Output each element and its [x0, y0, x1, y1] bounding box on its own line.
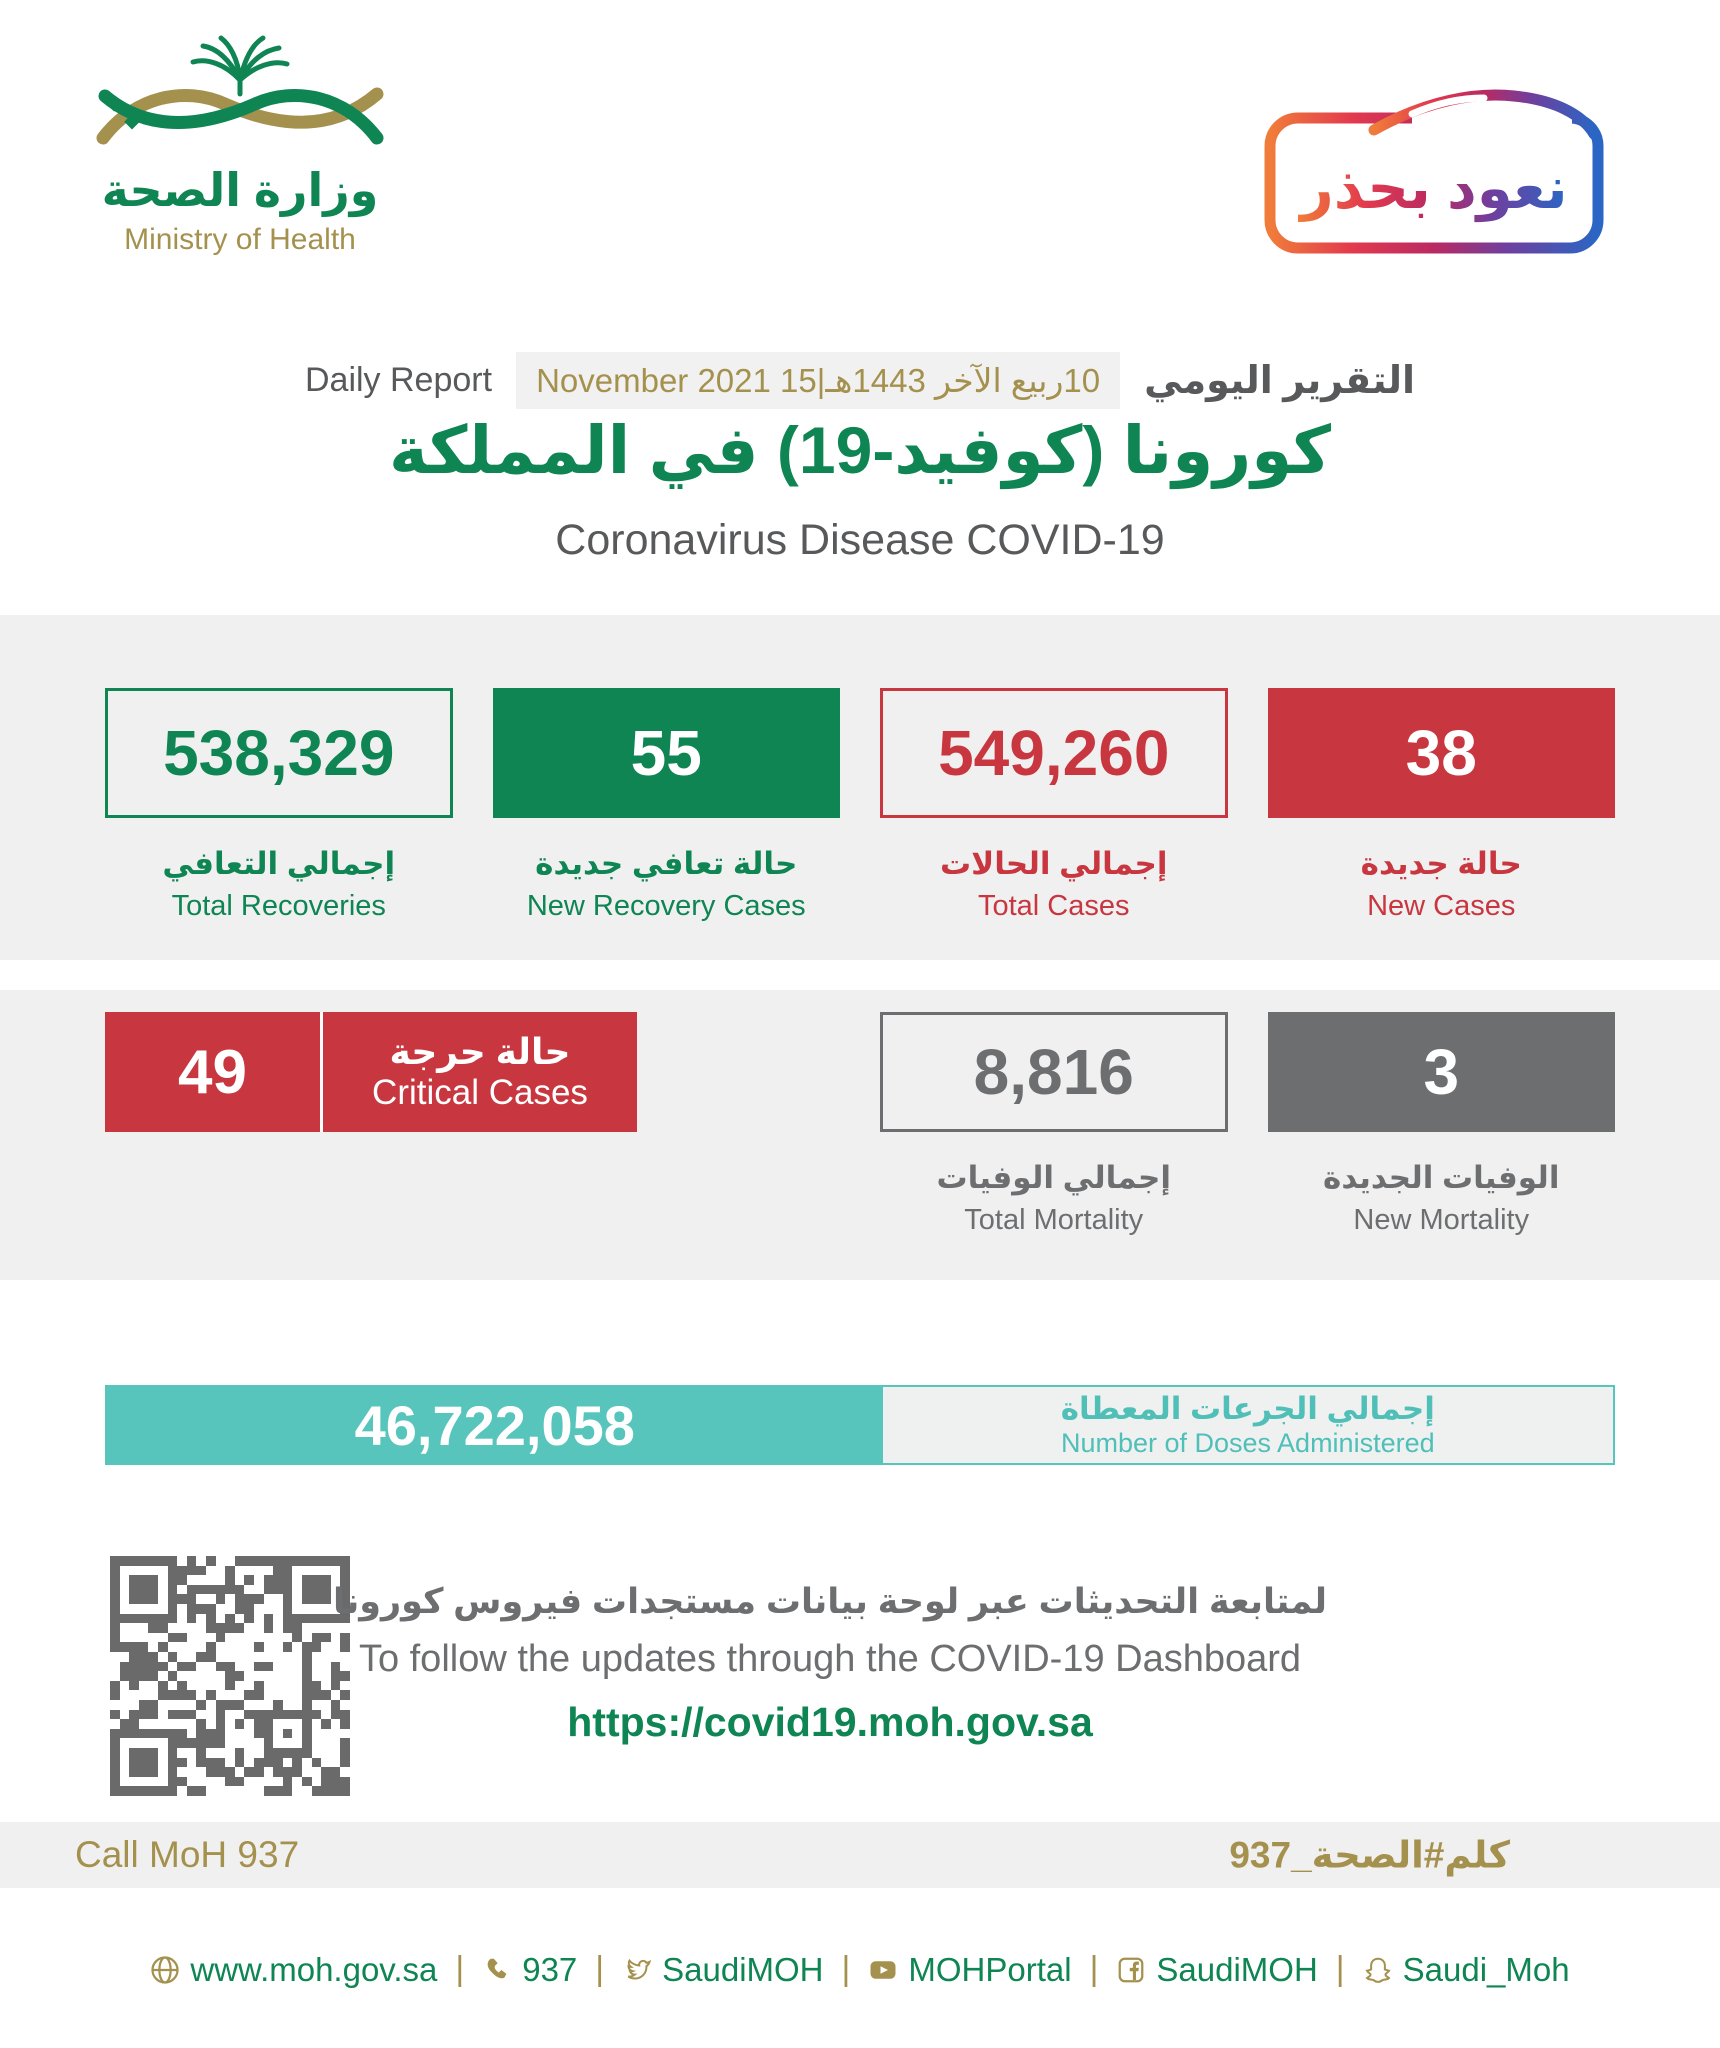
page-title-arabic: كورونا (كوفيد-19) في المملكة [389, 413, 1331, 487]
new-recoveries-label-ar: حالة تعافي جديدة [535, 846, 798, 881]
footer-separator: | [1089, 1950, 1099, 1988]
doses-label-ar: إجمالي الجرعات المعطاة [1060, 1391, 1435, 1427]
footer-phone-label: 937 [522, 1950, 578, 1988]
youtube-icon [868, 1955, 898, 1985]
total-cases-value: 549,260 [880, 688, 1228, 818]
new-cases-label-ar: حالة جديدة [1360, 846, 1522, 881]
stat-new-mortality [1268, 1012, 1616, 1237]
total-recoveries-label-en: Total Recoveries [171, 890, 386, 922]
total-cases-label-en: Total Cases [977, 890, 1130, 922]
doses-label-en: Number of Doses Administered [1060, 1428, 1435, 1459]
total-recoveries-value: 538,329 [105, 688, 453, 818]
return-with-caution-badge [1262, 88, 1607, 258]
new-cases-label-en: New Cases [1367, 890, 1516, 922]
daily-report-arabic: التقرير اليومي [1144, 360, 1416, 402]
critical-cases-label-en: Critical Cases [372, 1072, 588, 1112]
snapchat-icon [1363, 1955, 1393, 1985]
footer-website-label: www.moh.gov.sa [190, 1950, 438, 1988]
new-recoveries-value: 55 [493, 688, 841, 818]
footer-facebook-link[interactable] [1116, 1951, 1317, 1989]
facebook-icon [1116, 1955, 1146, 1985]
report-date: 10ربيع الآخر 1443هـ|15 November 2021 [516, 352, 1120, 409]
daily-report-english: Daily Report [304, 361, 493, 399]
stat-new-cases [1268, 688, 1616, 923]
critical-cases-label-ar: حالة حرجة [389, 1031, 571, 1073]
footer-twitter-label: SaudiMOH [662, 1950, 824, 1988]
dashboard-url-link[interactable]: https://covid19.moh.gov.sa [567, 1699, 1093, 1745]
total-mortality-label-en: Total Mortality [964, 1204, 1144, 1236]
new-cases-value: 38 [1268, 688, 1616, 818]
total-mortality-value: 8,816 [880, 1012, 1228, 1132]
doses-administered-bar [105, 1385, 1615, 1465]
total-cases-label-ar: إجمالي الحالات [940, 846, 1168, 881]
call-moh-arabic: كلم#الصحة_937 [1229, 1834, 1510, 1876]
dashboard-line-ar: لمتابعة التحديثات عبر لوحة بيانات مستجدات فيروس كورونا [332, 1582, 1328, 1621]
footer-phone-link[interactable] [482, 1951, 577, 1989]
ministry-name-arabic: وزارة الصحة [101, 164, 379, 216]
critical-cases-value: 49 [105, 1012, 323, 1132]
footer-separator: | [455, 1950, 465, 1988]
new-mortality-value: 3 [1268, 1012, 1616, 1132]
footer-links [0, 1950, 1720, 1989]
footer-separator: | [1335, 1950, 1345, 1988]
phone-icon [482, 1955, 512, 1985]
moh-logo-icon [75, 26, 405, 156]
report-line [0, 352, 1720, 409]
footer-facebook-label: SaudiMOH [1156, 1950, 1318, 1988]
footer-separator: | [841, 1950, 851, 1988]
badge-text: نعود بحذر [1300, 156, 1568, 221]
new-recoveries-label-en: New Recovery Cases [526, 890, 806, 922]
stats-row-1 [105, 688, 1615, 923]
total-recoveries-label-ar: إجمالي التعافي [162, 846, 396, 881]
page-title-english: Coronavirus Disease COVID-19 [555, 516, 1165, 564]
footer-separator: | [595, 1950, 605, 1988]
footer-website-link[interactable] [150, 1951, 437, 1989]
total-mortality-label-ar: إجمالي الوفيات [936, 1160, 1171, 1195]
footer-twitter-link[interactable] [622, 1951, 823, 1989]
doses-value: 46,722,058 [107, 1387, 883, 1463]
call-band [0, 1822, 1720, 1888]
stat-total-mortality [880, 1012, 1228, 1237]
stat-new-recoveries [493, 688, 841, 923]
dashboard-line-en: To follow the updates through the COVID-19 Dashboard [358, 1638, 1302, 1680]
moh-logo [70, 26, 410, 257]
new-mortality-label-ar: الوفيات الجديدة [1323, 1160, 1560, 1195]
footer-youtube-label: MOHPortal [908, 1950, 1072, 1988]
call-moh-english: Call MoH 937 [75, 1834, 300, 1875]
stats-row-2 [105, 1012, 1615, 1237]
footer-snapchat-label: Saudi_Moh [1402, 1950, 1570, 1988]
globe-icon [150, 1955, 180, 1985]
dashboard-info [200, 1582, 1460, 1746]
stat-total-cases [880, 688, 1228, 923]
ministry-name-english: Ministry of Health [124, 223, 356, 256]
twitter-icon [622, 1955, 652, 1985]
new-mortality-label-en: New Mortality [1353, 1204, 1530, 1236]
stat-total-recoveries [105, 688, 453, 923]
footer-youtube-link[interactable] [868, 1951, 1071, 1989]
doses-label [883, 1387, 1613, 1463]
footer-snapchat-link[interactable] [1363, 1951, 1570, 1989]
